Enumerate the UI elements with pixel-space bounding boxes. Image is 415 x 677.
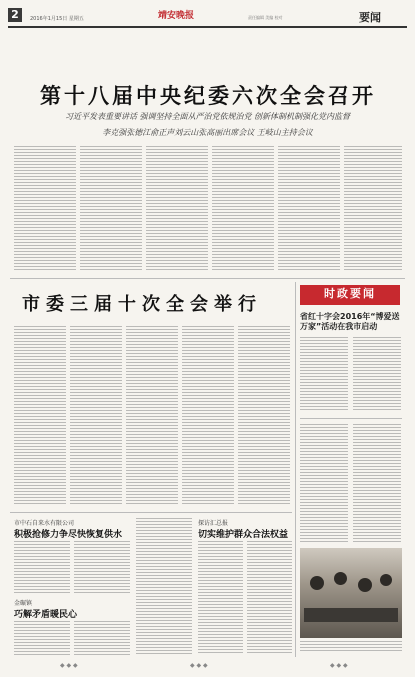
lead-column-1: [14, 146, 76, 271]
sidebar-column-4: [353, 424, 401, 542]
brief-3-kicker: 探访汇总报: [198, 520, 229, 527]
sidebar-rule: [300, 303, 400, 305]
lead-headline: 第十八届中央纪委六次全会召开: [40, 84, 376, 108]
second-headline: 市委三届十次全会举行: [22, 294, 262, 315]
lead-subheadline-2: 李克强张德江俞正声刘云山张高丽出席会议 王岐山主持会议: [102, 128, 313, 137]
lead-column-3: [146, 146, 208, 271]
second-column-4: [182, 326, 234, 506]
second-column-1: [14, 326, 66, 506]
brief-column-3: [136, 518, 192, 655]
lead-subheadline-1: 习近平发表重要讲话 强调坚持全面从严治党依规治党 创新体制机制强化党内监督: [64, 112, 351, 121]
footer-ornament-2: ◆ ◆ ◆: [190, 662, 208, 669]
sidebar-column-3: [300, 424, 348, 542]
section-title: 要闻: [359, 11, 381, 24]
masthead: 靖安晚报: [158, 11, 195, 21]
brief-1-headline: 积极抢修力争尽快恢复供水: [14, 530, 123, 540]
page-number: 2: [8, 8, 22, 22]
sidebar-headline: 省红十字会2016年“博爱送万家”活动在我市启动: [300, 312, 400, 331]
footer-ornament-1: ◆ ◆ ◆: [60, 662, 78, 669]
briefs-divider: [10, 512, 292, 513]
second-column-2: [70, 326, 122, 506]
footer-ornament-3: ◆ ◆ ◆: [330, 662, 348, 669]
brief-2-headline: 巧解矛盾暖民心: [14, 610, 78, 620]
lead-column-2: [80, 146, 142, 271]
brief-1-kicker: 市中石自来水有限公司: [14, 520, 75, 527]
column-divider: [295, 282, 296, 657]
section-divider: [10, 278, 405, 279]
brief-1-column-2: [74, 541, 130, 593]
news-photo: [300, 548, 402, 638]
lead-column-6: [344, 146, 402, 271]
page-header: [8, 8, 407, 28]
second-column-5: [238, 326, 290, 506]
issue-date: 2016年1月15日 星期五: [30, 16, 84, 22]
lead-column-5: [278, 146, 340, 271]
sidebar-column-1: [300, 337, 348, 412]
sidebar-label: 时政要闻: [300, 285, 400, 303]
brief-2-column-1: [14, 621, 70, 655]
sidebar-divider: [300, 418, 402, 419]
second-column-3: [126, 326, 178, 506]
brief-2-column-2: [74, 621, 130, 655]
lead-column-4: [212, 146, 274, 271]
brief-2-kicker: 金碾镇: [14, 600, 33, 607]
edition-info: 责任编辑 美编 校对: [248, 15, 283, 20]
brief-3-column-1: [198, 541, 243, 655]
brief-3-column-2: [247, 541, 292, 655]
brief-3-headline: 切实维护群众合法权益: [198, 530, 289, 540]
brief-1-column-1: [14, 541, 70, 593]
photo-caption: [300, 641, 402, 653]
sidebar-column-2: [353, 337, 401, 412]
